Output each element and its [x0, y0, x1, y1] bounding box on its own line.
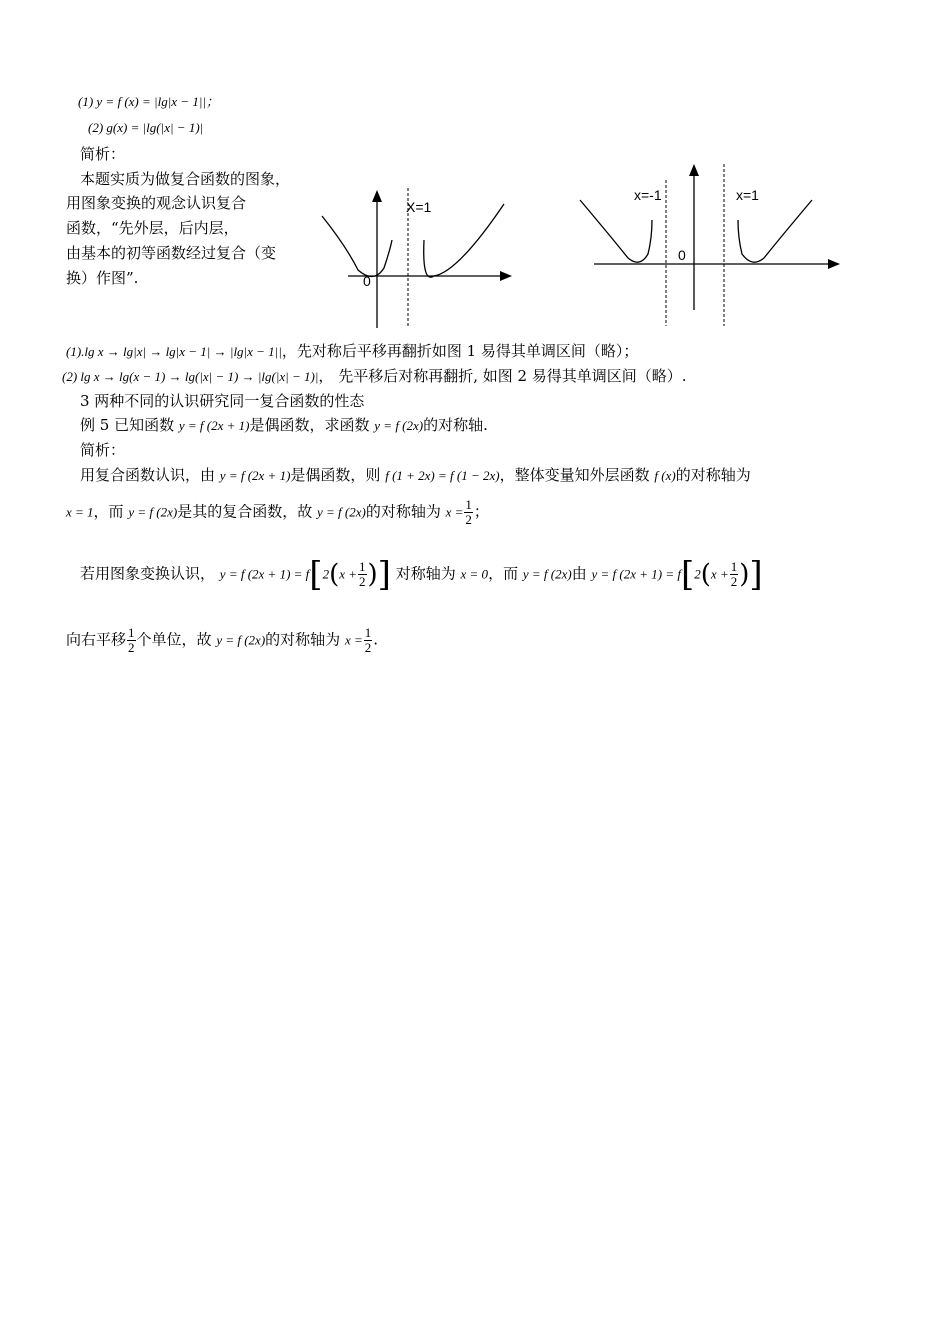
section-heading: 3 两种不同的认识研究同一复合函数的性态 [80, 392, 365, 410]
text-run: ，整体变量知外层函数 [499, 466, 650, 484]
fraction-numerator: 1 [465, 497, 472, 512]
step-2 [62, 366, 687, 387]
math-run: x = 1 [66, 504, 94, 520]
analysis-2-line-2 [66, 498, 489, 527]
math-run: x = [344, 632, 363, 648]
figure-2-graph [576, 158, 846, 330]
text-run: 的对称轴为 [265, 630, 341, 649]
text-run: 对称轴为 [395, 564, 456, 583]
text-run: ，而 [488, 564, 519, 583]
math-run: 2 [694, 566, 701, 582]
y-axis-arrow [689, 164, 699, 176]
fraction-numerator: 1 [364, 625, 372, 640]
fraction-denominator: 2 [359, 574, 366, 589]
math-run: x = [445, 504, 464, 520]
analysis-paragraph-line: 函数，“先外层，后内层， [66, 219, 239, 237]
origin-label: 0 [678, 247, 686, 263]
math-run: x + [339, 566, 358, 582]
math-run: x + [710, 566, 729, 582]
math-run: y = f (2x + 1) [219, 468, 291, 483]
math-run: y = f (2x) [522, 566, 572, 582]
text-run: 用复合函数认识，由 [80, 466, 216, 484]
curve-right [424, 204, 504, 277]
math-run: x = 0 [460, 566, 489, 582]
fraction-one-half [127, 626, 136, 655]
text-run: 若用图象变换认识， [80, 564, 216, 583]
bracket-open: [ [309, 554, 323, 595]
fraction-one-half [364, 626, 373, 655]
fraction-numerator: 1 [730, 559, 738, 574]
text-run: ； [473, 502, 489, 521]
text-run: 由 [571, 564, 587, 583]
analysis-paragraph-line: 用图象变换的观念认识复合 [66, 194, 247, 212]
y-axis-arrow [372, 190, 382, 202]
step-1 [66, 341, 638, 362]
bracket-open: [ [681, 554, 695, 595]
paren-close: ) [739, 559, 750, 590]
x-axis-arrow [500, 271, 512, 281]
text-run: 的对称轴为 [675, 466, 751, 484]
paren-open: ( [329, 559, 340, 590]
math-run: 2 [322, 566, 330, 582]
text-run: ，而 [93, 502, 124, 521]
analysis-heading: 简析： [80, 145, 126, 163]
text-run: 向右平移 [66, 630, 127, 649]
paren-open: ( [700, 559, 711, 590]
fraction-one-half [464, 498, 473, 527]
bracket-close: ] [377, 554, 391, 595]
analysis-paragraph-line: 本题实质为做复合函数的图象， [80, 170, 291, 188]
step-1-text: ，先对称后平移再翻折如图 1 易得其单调区间（略）； [281, 342, 639, 360]
fraction-numerator: 1 [359, 559, 366, 574]
math-run: y = f (2x) [216, 632, 266, 648]
fraction-one-half [358, 560, 367, 589]
math-run: y = f (2x + 1) = f [591, 566, 681, 582]
math-run: f (x) [654, 468, 676, 483]
math-run: y = f (2x + 1) = f [219, 566, 310, 582]
math-run: f (1 + 2x) = f (1 − 2x) [385, 468, 500, 483]
example-formula: y = f (2x + 1) [178, 418, 250, 433]
fraction-denominator: 2 [730, 574, 738, 589]
example-text: 是偶函数，求函数 [249, 416, 370, 434]
line-label-x1: X=1 [406, 199, 432, 215]
example-text: 例 5 已知函数 [80, 416, 175, 434]
paren-close: ) [367, 559, 378, 590]
text-run: . [373, 630, 379, 649]
math-run: y = f (2x) [316, 504, 366, 520]
analysis-paragraph-line: 由基本的初等函数经过复合（变 [66, 244, 277, 262]
fraction-one-half [730, 560, 739, 589]
step-2-text: ， 先平移后对称再翻折, 如图 2 易得其单调区间（略）. [318, 367, 687, 385]
step-1-formula: (1).lg x → lg|x| → lg|x − 1| → |lg|x − 1|| [66, 344, 282, 359]
fraction-denominator: 2 [364, 640, 372, 655]
example-formula: y = f (2x) [374, 418, 424, 433]
step-2-formula: (2) lg x → lg(x − 1) → lg(|x| − 1) → |lg(|x| − 1)| [62, 369, 319, 384]
curve-left [580, 200, 652, 262]
fraction-numerator: 1 [128, 625, 135, 640]
analysis-paragraph-line: 换）作图”. [66, 269, 139, 287]
curve-right [738, 200, 812, 262]
curve-left [322, 216, 392, 277]
text-run: 个单位，故 [136, 630, 212, 649]
formula-item-2: (2) g(x) = |lg(|x| − 1)| [88, 120, 204, 135]
origin-label: 0 [363, 273, 371, 289]
line-label-x1: x=1 [736, 187, 759, 203]
x-axis-arrow [828, 259, 840, 269]
fraction-denominator: 2 [128, 640, 135, 655]
fraction-denominator: 2 [465, 512, 472, 527]
text-run: 是偶函数，则 [290, 466, 381, 484]
line-label-x-minus-1: x=-1 [634, 187, 662, 203]
formula-item-1: (1) y = f (x) = |lg|x − 1||； [78, 94, 219, 109]
math-run: y = f (2x) [128, 504, 178, 520]
text-run: 的对称轴为 [365, 502, 441, 521]
figure-1-graph [318, 180, 518, 330]
analysis-2-line-1 [80, 465, 751, 486]
analysis-heading-2: 简析： [80, 441, 126, 459]
example-5 [80, 415, 488, 436]
analysis-2-line-3 [80, 554, 763, 595]
example-text: 的对称轴. [423, 416, 488, 434]
bracket-close: ] [749, 554, 763, 595]
analysis-2-line-4 [66, 626, 378, 655]
text-run: 是其的复合函数，故 [177, 502, 313, 521]
